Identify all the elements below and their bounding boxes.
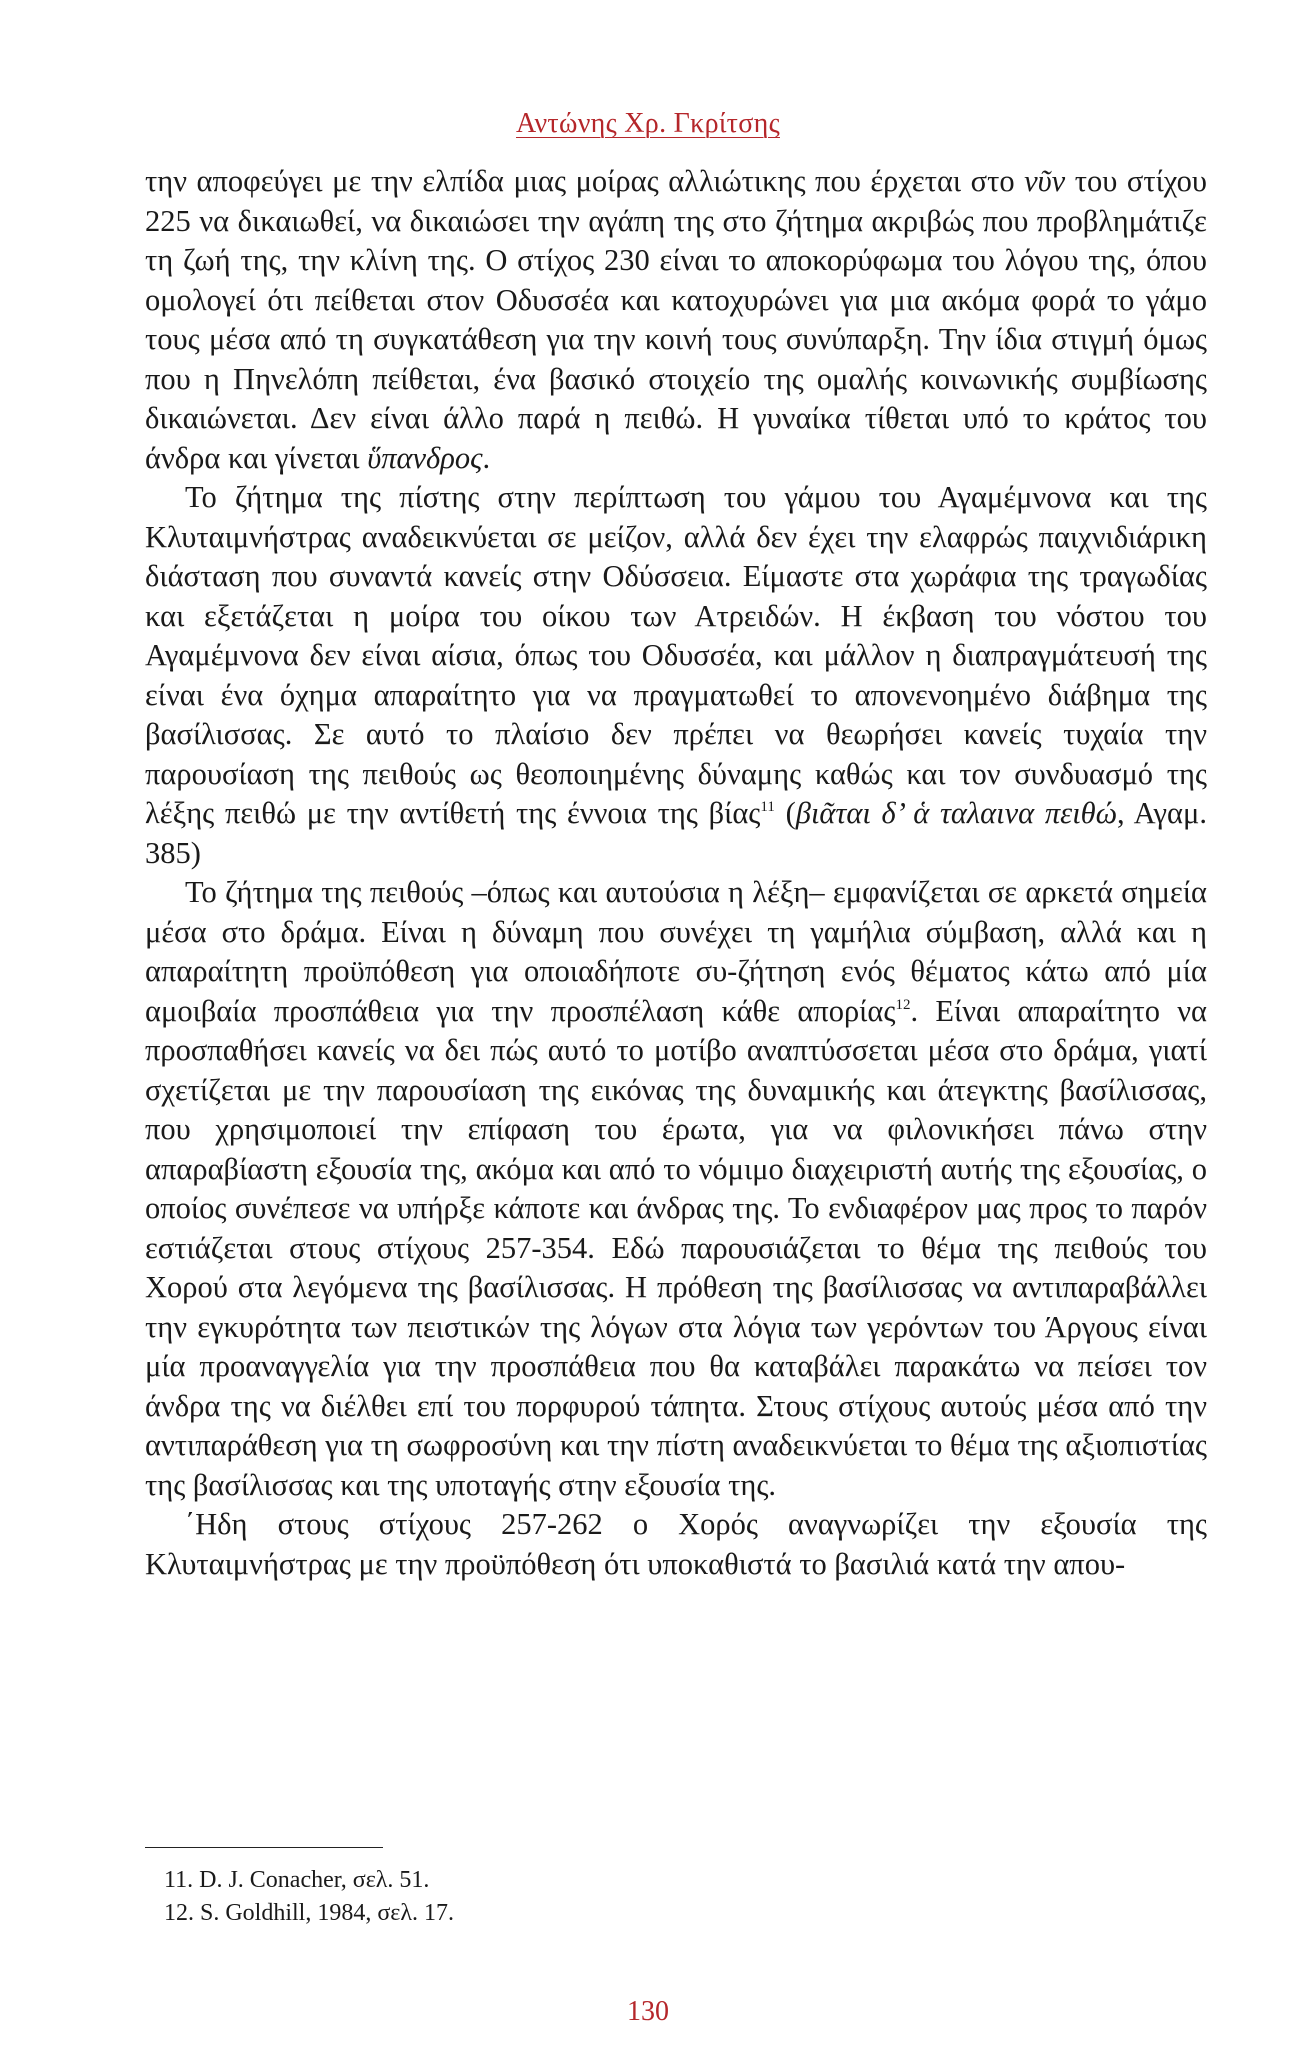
italic-text: βιᾶται δ’ ἁ ταλαινα πειθώ xyxy=(795,796,1117,830)
text-run: την αποφεύγει με την ελπίδα μιας μοίρας αλλιώτικης που έρχεται στο xyxy=(145,164,1025,198)
running-head-text: Αντώνης Χρ. Γκρίτσης xyxy=(516,108,780,139)
footnotes xyxy=(164,1864,454,1930)
text-run: Το ζήτημα της πειθούς –όπως και αυτούσια η λέξη– εμφανίζεται σε αρκετά σημεία μέσα στο δράμα. Είναι η δύναμη που συνέχει τη γαμήλια σύμβαση, αλλά και η απαραίτητη προϋπόθεση για οποιαδήποτε συ-ζήτηση ενός θέματος κάτω από μία αμοιβαία προσπάθεια για την προσπέλαση κάθε απορίας xyxy=(145,875,1207,1028)
text-run: ΄Ηδη στους στίχους 257-262 ο Χορός αναγνωρίζει την εξουσία της Κλυταιμνήστρας με την προϋπόθεση ότι υποκαθιστά το βασιλιά κατά την απου- xyxy=(145,1507,1207,1581)
paragraph xyxy=(145,1505,1207,1584)
running-head xyxy=(0,108,1296,140)
page-number: 130 xyxy=(627,1996,669,2027)
paragraph xyxy=(145,478,1207,873)
text-run: ( xyxy=(774,796,796,830)
text-run: . Είναι απαραίτητο να προσπαθήσει κανείς να δει πώς αυτό το μοτίβο αναπτύσσεται μέσα στο δράμα, γιατί σχετίζεται με την παρουσίαση της εικόνας της δυναμικής και άτεγκτης βασίλισσας, που χρησιμοποιεί την επίφαση του έρωτα, για να φιλονικήσει πάνω στην απαραβίαστη εξουσία της, ακόμα και από το νόμιμο διαχειριστή αυτής της εξουσίας, ο οποίος συνέπεσε να υπήρξε κάποτε και άνδρας της. Το ενδιαφέρον μας προς το παρόν εστιάζεται στους στίχους 257-354. Εδώ παρουσιάζεται το θέμα της πειθούς του Χορού στα λεγόμενα της βασίλισσας. Η πρόθεση της βασίλισσας να αντιπαραβάλλει την εγκυρότητα των πειστικών της λόγων στα λόγια των γερόντων του Άργους είναι μία προαναγγελία για την προσπάθεια που θα καταβάλει παρακάτω να πείσει τον άνδρα της να διέλθει επί του πορφυρού τάπητα. Στους στίχους αυτούς μέσα από την αντιπαράθεση για τη σωφροσύνη και την πίστη αναδεικνύεται το θέμα της αξιοπιστίας της βασίλισσας και της υποταγής στην εξουσία της. xyxy=(145,993,1208,1502)
text-run: του στίχου 225 να δικαιωθεί, να δικαιώσει την αγάπη της στο ζήτημα ακριβώς που προβλημάτιζε τη ζωή της, την κλίνη της. Ο στίχος 230 είναι το αποκορύφωμα του λόγου της, όπου ομολογεί ότι πείθεται στον Οδυσσέα και κατοχυρώνει για μια ακόμα φορά το γάμο τους μέσα από τη συγκατάθεση για την κοινή τους συνύπαρξη. Την ίδια στιγμή όμως που η Πηνελόπη πείθεται, ένα βασικό στοιχείο της ομαλής κοινωνικής συμβίωσης δικαιώνεται. Δεν είναι άλλο παρά η πειθώ. Η γυναίκα τίθεται υπό το κράτος του άνδρα και γίνεται xyxy=(145,164,1207,475)
body-text xyxy=(145,162,1207,1584)
footnote-12: 12. S. Goldhill, 1984, σελ. 17. xyxy=(164,1900,455,1926)
paragraph xyxy=(145,873,1207,1505)
text-run: Το ζήτημα της πίστης στην περίπτωση του γάμου του Αγαμέμνονα και της Κλυταιμνήστρας αναδεικνύεται σε μείζον, αλλά δεν έχει την ελαφρώς παιχνιδιάρικη διάσταση που συναντά κανείς στην Οδύσσεια. Είμαστε στα χωράφια της τραγωδίας και εξετάζεται η μοίρα του οίκου των Ατρειδών. Η έκβαση του νόστου του Αγαμέμνονα δεν είναι αίσια, όπως του Οδυσσέα, και μάλλον η διαπραγμάτευσή της είναι ένα όχημα απαραίτητο για να πραγματωθεί το απονενοημένο διάβημα της βασίλισσας. Σε αυτό το πλαίσιο δεν πρέπει να θεωρήσει κανείς τυχαία την παρουσίαση της πειθούς ως θεοποιημένης δύναμης καθώς και τον συνδυασμό της λέξης πειθώ με την αντίθετή της έννοια της βίας xyxy=(145,480,1207,830)
paragraph xyxy=(145,162,1207,478)
footnote-ref: 12 xyxy=(895,996,911,1013)
footnote-separator xyxy=(145,1847,383,1848)
italic-text: ὕπανδρος xyxy=(367,440,483,475)
footnote-ref: 11 xyxy=(760,799,775,815)
footnote-11: 11. D. J. Conacher, σελ. 51. xyxy=(164,1867,430,1893)
text-run: , Αγαμ. 385) xyxy=(145,796,1207,870)
italic-text: νῦν xyxy=(1024,164,1066,198)
text-run: . xyxy=(482,440,491,475)
